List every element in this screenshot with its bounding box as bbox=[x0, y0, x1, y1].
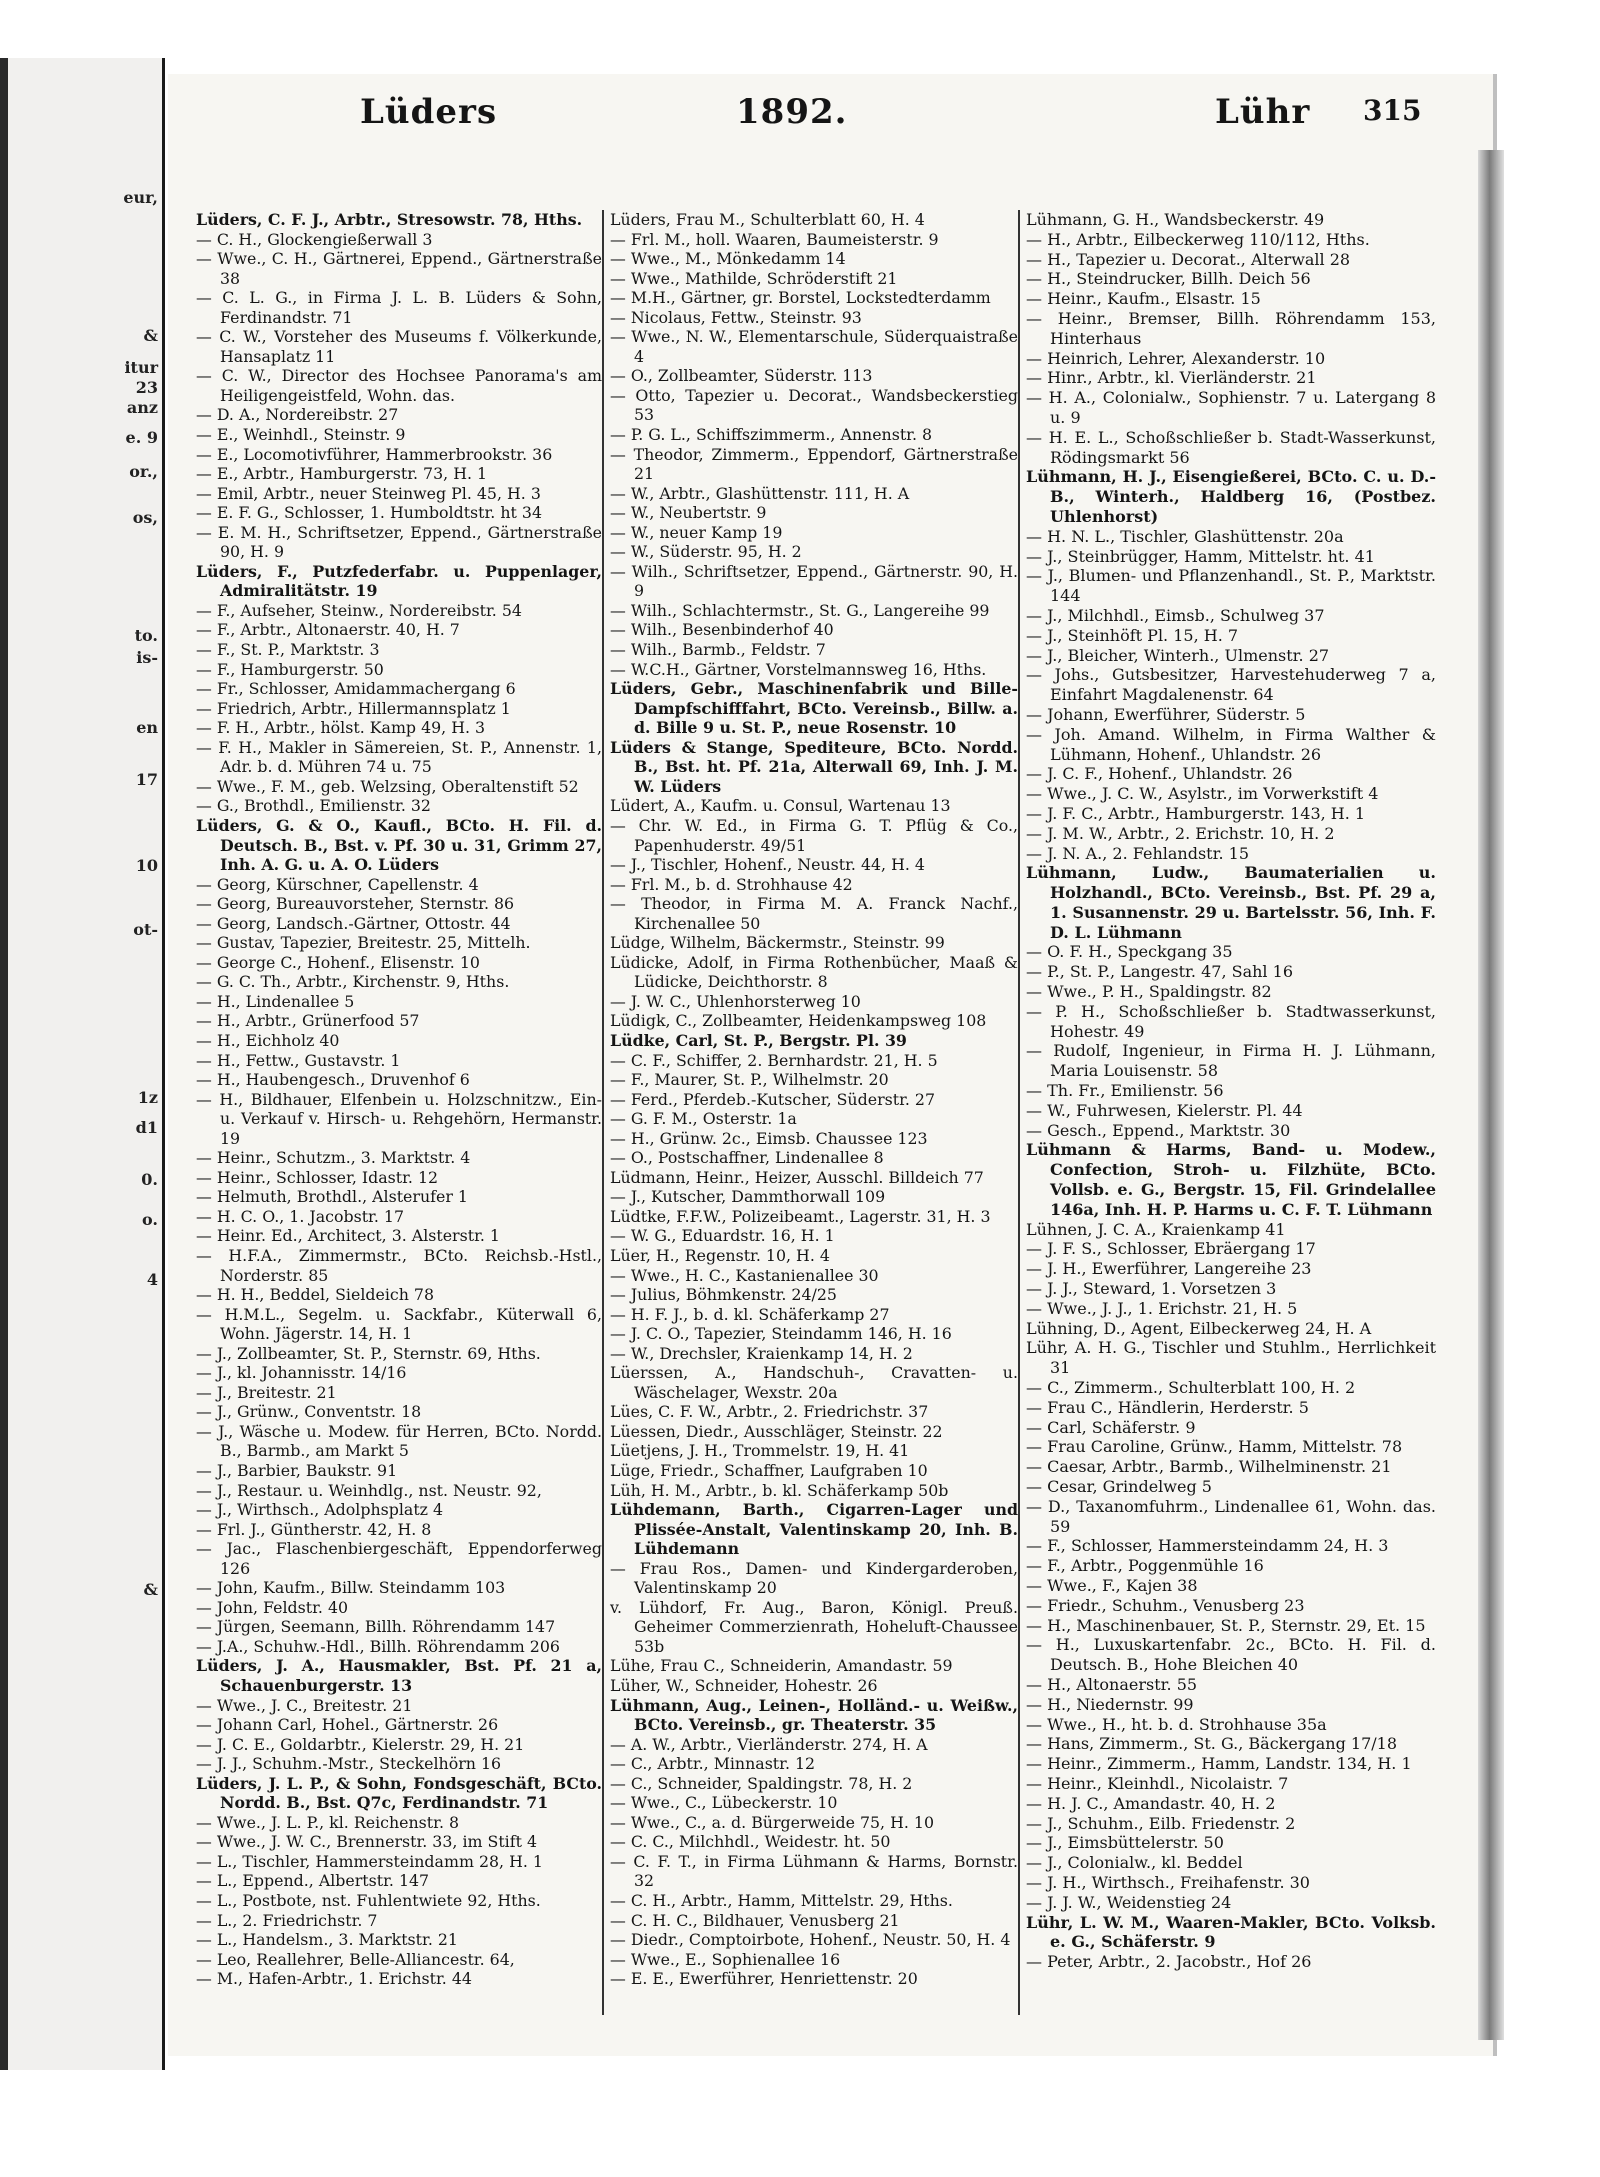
previous-page-fragment: ot- bbox=[133, 920, 158, 939]
directory-entry: — C., Schneider, Spaldingstr. 78, H. 2 bbox=[610, 1773, 913, 1793]
directory-entry: — Wwe., J. W. C., Brennerstr. 33, im Stift 4 bbox=[196, 1832, 537, 1852]
directory-entry: — J., Zollbeamter, St. P., Sternstr. 69, Hths. bbox=[196, 1343, 541, 1363]
directory-entry: — H., Steindrucker, Billh. Deich 56 bbox=[1026, 269, 1311, 289]
directory-entry: — C. L. G., in Firma J. L. B. Lüders & Sohn, Ferdinandstr. 71 bbox=[196, 288, 602, 327]
directory-entry: — Otto, Tapezier u. Decorat., Wandsbeckerstieg 53 bbox=[610, 385, 1018, 425]
directory-entry: — J. H., Wirthsch., Freihafenstr. 30 bbox=[1026, 1872, 1310, 1892]
directory-entry: — E., Weinhdl., Steinstr. 9 bbox=[196, 425, 406, 445]
directory-entry: Lüdmann, Heinr., Heizer, Ausschl. Billdeich 77 bbox=[610, 1167, 984, 1187]
directory-entry: — E. E., Ewerführer, Henriettenstr. 20 bbox=[610, 1969, 918, 1989]
directory-entry: — J. F. C., Arbtr., Hamburgerstr. 143, H. 1 bbox=[1026, 803, 1366, 823]
directory-entry: — E., Locomotivführer, Hammerbrookstr. 36 bbox=[196, 444, 553, 464]
directory-entry: — Theodor, Zimmerm., Eppendorf, Gärtnerstraße 21 bbox=[610, 444, 1018, 484]
directory-entry: — Wwe., C., Lübeckerstr. 10 bbox=[610, 1793, 838, 1813]
directory-entry: — J. J., Schuhm.-Mstr., Steckelhörn 16 bbox=[196, 1754, 502, 1774]
directory-entry: — H., Grünw. 2c., Eimsb. Chaussee 123 bbox=[610, 1128, 928, 1148]
directory-entry: — G., Brothdl., Emilienstr. 32 bbox=[196, 796, 431, 816]
directory-entry: — Frau Caroline, Grünw., Hamm, Mittelstr. 78 bbox=[1026, 1437, 1403, 1457]
directory-entry: — H. N. L., Tischler, Glashüttenstr. 20a bbox=[1026, 526, 1344, 546]
directory-entry: Lühr, A. H. G., Tischler und Stuhlm., Herrlichkeit 31 bbox=[1026, 1338, 1436, 1378]
binding-shadow bbox=[0, 58, 8, 2070]
directory-entry: — Johann, Ewerführer, Süderstr. 5 bbox=[1026, 704, 1306, 724]
directory-entry: Lühning, D., Agent, Eilbeckerweg 24, H. A bbox=[1026, 1318, 1372, 1338]
directory-entry: — F., Hamburgerstr. 50 bbox=[196, 659, 384, 679]
directory-entry: Lüher, W., Schneider, Hohestr. 26 bbox=[610, 1676, 878, 1696]
directory-entry: — Caesar, Arbtr., Barmb., Wilhelminenstr. 21 bbox=[1026, 1457, 1392, 1477]
directory-entry: Lüdke, Carl, St. P., Bergstr. Pl. 39 bbox=[610, 1030, 907, 1050]
directory-entry: Lüders, Gebr., Maschinenfabrik und Bille-Dampfschifffahrt, BCto. Vereinsb., Billw. a. d. Bille 9 u. St. P., neue Rosenstr. 10 bbox=[610, 679, 1018, 738]
previous-page-fragment: 10 bbox=[135, 856, 158, 875]
directory-entry: — J. N. A., 2. Fehlandstr. 15 bbox=[1026, 843, 1250, 863]
directory-entry: — J., Breitestr. 21 bbox=[196, 1382, 337, 1402]
column-divider bbox=[1018, 210, 1020, 2015]
previous-page-fragment: & bbox=[143, 1580, 158, 1599]
directory-entry: — G. C. Th., Arbtr., Kirchenstr. 9, Hths. bbox=[196, 972, 510, 992]
directory-entry: Lüders, G. & O., Kaufl., BCto. H. Fil. d. Deutsch. B., Bst. v. Pf. 30 u. 31, Grimm 27, Inh. A. G. u. A. O. Lüders bbox=[196, 815, 602, 875]
directory-entry: Lüer, H., Regenstr. 10, H. 4 bbox=[610, 1245, 830, 1265]
previous-page-fragment: 1z bbox=[137, 1088, 158, 1107]
page-stack-edge bbox=[1478, 150, 1504, 2040]
directory-entry: — C. W., Director des Hochsee Panorama's am Heiligengeistfeld, Wohn. das. bbox=[196, 366, 602, 405]
previous-page-fragment: to. bbox=[134, 626, 158, 645]
previous-page-fragment: d1 bbox=[135, 1118, 158, 1137]
directory-entry: — Emil, Arbtr., neuer Steinweg Pl. 45, H. 3 bbox=[196, 483, 541, 503]
directory-entry: — J. M. W., Arbtr., 2. Erichstr. 10, H. 2 bbox=[1026, 823, 1335, 843]
directory-entry: — J., Eimsbüttelerstr. 50 bbox=[1026, 1833, 1224, 1853]
directory-entry: Lühmann, Aug., Leinen-, Holländ.- u. Weißw., BCto. Vereinsb., gr. Theaterstr. 35 bbox=[610, 1695, 1018, 1735]
directory-entry: — Wilh., Barmb., Feldstr. 7 bbox=[610, 640, 826, 660]
directory-entry: — Wwe., P. H., Spaldingstr. 82 bbox=[1026, 982, 1272, 1002]
directory-entry: — Wilh., Schriftsetzer, Eppend., Gärtnerstr. 90, H. 9 bbox=[610, 561, 1018, 601]
directory-entry: Lüders, J. A., Hausmakler, Bst. Pf. 21 a, Schauenburgerstr. 13 bbox=[196, 1656, 602, 1696]
previous-page-fragment: os, bbox=[132, 508, 158, 527]
directory-entry: — J., Restaur. u. Weinhdlg., nst. Neustr. 92, bbox=[196, 1480, 542, 1500]
directory-entry: — Jürgen, Seemann, Billh. Röhrendamm 147 bbox=[196, 1617, 556, 1637]
directory-entry: — J. H., Ewerführer, Langereihe 23 bbox=[1026, 1259, 1312, 1279]
directory-entry: — Heinr., Kaufm., Elsastr. 15 bbox=[1026, 289, 1261, 309]
directory-entry: — J. F. S., Schlosser, Ebräergang 17 bbox=[1026, 1239, 1316, 1259]
directory-entry: — H.M.L., Segelm. u. Sackfabr., Küterwall 6, Wohn. Jägerstr. 14, H. 1 bbox=[196, 1304, 602, 1344]
directory-entry: — Georg, Landsch.-Gärtner, Ottostr. 44 bbox=[196, 913, 511, 933]
directory-entry: — Jac., Flaschenbiergeschäft, Eppendorferweg 126 bbox=[196, 1539, 602, 1578]
directory-entry: Lüdtke, F.F.W., Polizeibeamt., Lagerstr. 31, H. 3 bbox=[610, 1206, 991, 1226]
directory-entry: Lüders & Stange, Spediteure, BCto. Nordd. B., Bst. ht. Pf. 21a, Alterwall 69, Inh. J. M. W. Lüders bbox=[610, 737, 1018, 796]
directory-entry: Lüdigk, C., Zollbeamter, Heidenkampsweg 108 bbox=[610, 1011, 987, 1031]
directory-entry: — Johann Carl, Hohel., Gärtnerstr. 26 bbox=[196, 1715, 499, 1735]
directory-entry: — Frl. M., b. d. Strohhause 42 bbox=[610, 874, 853, 894]
directory-entry: — A. W., Arbtr., Vierländerstr. 274, H. A bbox=[610, 1734, 928, 1754]
directory-entry: v. Lühdorf, Fr. Aug., Baron, Königl. Preuß. Geheimer Commerzienrath, Hoheluft-Chaussee 53b bbox=[610, 1597, 1018, 1656]
directory-entry: Lüders, C. F. J., Arbtr., Stresowstr. 78, Hths. bbox=[196, 210, 583, 229]
directory-entry: — P. G. L., Schiffszimmerm., Annenstr. 8 bbox=[610, 425, 933, 445]
directory-entry: — H., Haubengesch., Druvenhof 6 bbox=[196, 1070, 470, 1090]
previous-page-fragment: eur, bbox=[123, 188, 158, 207]
directory-entry: — Johs., Gutsbesitzer, Harvestehuderweg 7 a, Einfahrt Magdalenenstr. 64 bbox=[1026, 665, 1436, 705]
previous-page-fragment: en bbox=[136, 718, 158, 737]
directory-column-3 bbox=[1026, 210, 1436, 1972]
directory-entry: — J. J., Steward, 1. Vorsetzen 3 bbox=[1026, 1279, 1277, 1299]
directory-entry: — W. G., Eduardstr. 16, H. 1 bbox=[610, 1226, 835, 1246]
page-number: 315 bbox=[1363, 94, 1422, 127]
directory-entry: — Peter, Arbtr., 2. Jacobstr., Hof 26 bbox=[1026, 1952, 1312, 1972]
directory-entry: — O., Zollbeamter, Süderstr. 113 bbox=[610, 366, 873, 386]
directory-entry: — J., Schuhm., Eilb. Friedenstr. 2 bbox=[1026, 1813, 1296, 1833]
directory-entry: — W., Neubertstr. 9 bbox=[610, 503, 767, 523]
directory-entry: — John, Feldstr. 40 bbox=[196, 1597, 349, 1617]
directory-entry: — F. H., Makler in Sämereien, St. P., Annenstr. 1, Adr. b. d. Mühren 74 u. 75 bbox=[196, 737, 602, 777]
directory-entry: — Helmuth, Brothdl., Alsterufer 1 bbox=[196, 1187, 468, 1207]
directory-entry: — J. C. O., Tapezier, Steindamm 146, H. 16 bbox=[610, 1324, 952, 1344]
directory-entry: — C. C., Milchhdl., Weidestr. ht. 50 bbox=[610, 1832, 891, 1852]
directory-entry: — Wwe., H. C., Kastanienallee 30 bbox=[610, 1265, 879, 1285]
directory-entry: Lüdert, A., Kaufm. u. Consul, Wartenau 13 bbox=[610, 796, 951, 816]
directory-entry: — F., Maurer, St. P., Wilhelmstr. 20 bbox=[610, 1070, 889, 1090]
directory-entry: Lühr, L. W. M., Waaren-Makler, BCto. Volksb. e. G., Schäferstr. 9 bbox=[1026, 1912, 1436, 1952]
directory-entry: Lües, C. F. W., Arbtr., 2. Friedrichstr. 37 bbox=[610, 1402, 929, 1422]
directory-entry: — Georg, Kürschner, Capellenstr. 4 bbox=[196, 874, 479, 894]
directory-entry: — C. H., Arbtr., Hamm, Mittelstr. 29, Hths. bbox=[610, 1891, 953, 1911]
directory-entry: Lüessen, Diedr., Ausschläger, Steinstr. 22 bbox=[610, 1421, 943, 1441]
directory-entry: — H., Luxuskartenfabr. 2c., BCto. H. Fil. d. Deutsch. B., Hohe Bleichen 40 bbox=[1026, 1635, 1436, 1675]
directory-entry: — Heinr. Ed., Architect, 3. Alsterstr. 1 bbox=[196, 1226, 500, 1246]
directory-entry: — Gesch., Eppend., Marktstr. 30 bbox=[1026, 1120, 1291, 1140]
directory-entry: — Cesar, Grindelweg 5 bbox=[1026, 1477, 1212, 1496]
directory-entry: — H. F. J., b. d. kl. Schäferkamp 27 bbox=[610, 1304, 890, 1324]
directory-column-2 bbox=[610, 210, 1018, 1989]
directory-entry: Lühdemann, Barth., Cigarren-Lager und Plissée-Anstalt, Valentinskamp 20, Inh. B. Lühdemann bbox=[610, 1500, 1018, 1559]
directory-entry: — Hinr., Arbtr., kl. Vierländerstr. 21 bbox=[1026, 368, 1317, 388]
directory-entry: — E., Arbtr., Hamburgerstr. 73, H. 1 bbox=[196, 464, 488, 484]
directory-entry: — L., Tischler, Hammersteindamm 28, H. 1 bbox=[196, 1851, 543, 1871]
directory-entry: — Wwe., J. J., 1. Erichstr. 21, H. 5 bbox=[1026, 1298, 1298, 1318]
directory-entry: — Heinr., Bremser, Billh. Röhrendamm 153, Hinterhaus bbox=[1026, 308, 1436, 348]
directory-entry: — John, Kaufm., Billw. Steindamm 103 bbox=[196, 1578, 506, 1598]
directory-entry: — F., Arbtr., Poggenmühle 16 bbox=[1026, 1556, 1264, 1576]
directory-entry: — D., Taxanomfuhrm., Lindenallee 61, Wohn. das. 59 bbox=[1026, 1496, 1436, 1536]
directory-entry: — J., Grünw., Conventstr. 18 bbox=[196, 1402, 422, 1422]
previous-page-fragment: 17 bbox=[135, 770, 158, 789]
directory-entry: — Frl. J., Güntherstr. 42, H. 8 bbox=[196, 1519, 432, 1539]
directory-entry: — J., Bleicher, Winterh., Ulmenstr. 27 bbox=[1026, 645, 1330, 665]
directory-entry: — Diedr., Comptoirbote, Hohenf., Neustr. 50, H. 4 bbox=[610, 1930, 1011, 1950]
directory-entry: — Julius, Böhmkenstr. 24/25 bbox=[610, 1285, 837, 1305]
directory-entry: — H., Altonaerstr. 55 bbox=[1026, 1674, 1198, 1694]
directory-entry: — Wilh., Besenbinderhof 40 bbox=[610, 620, 834, 640]
previous-page-fragment: is- bbox=[136, 648, 158, 667]
directory-entry: — Carl, Schäferstr. 9 bbox=[1026, 1417, 1196, 1437]
directory-entry: — Heinr., Zimmerm., Hamm, Landstr. 134, H. 1 bbox=[1026, 1754, 1412, 1774]
running-head-year: 1892. bbox=[736, 92, 848, 132]
directory-entry: — Georg, Bureauvorsteher, Sternstr. 86 bbox=[196, 894, 515, 914]
directory-entry: — J., Kutscher, Dammthorwall 109 bbox=[610, 1187, 886, 1207]
previous-page-fragment: 4 bbox=[146, 1270, 158, 1289]
directory-entry: — Leo, Reallehrer, Belle-Alliancestr. 64, bbox=[196, 1949, 515, 1969]
column-divider bbox=[602, 210, 604, 2015]
previous-page-fragment: or., bbox=[129, 462, 158, 481]
directory-entry: — D. A., Nordereibstr. 27 bbox=[196, 405, 399, 425]
directory-entry: — Friedrich, Arbtr., Hillermannsplatz 1 bbox=[196, 698, 511, 718]
directory-entry: — Ferd., Pferdeb.-Kutscher, Süderstr. 27 bbox=[610, 1089, 936, 1109]
directory-entry: Lühmann, H. J., Eisengießerei, BCto. C. u. D.-B., Winterh., Haldberg 16, (Postbez. Uhlenhorst) bbox=[1026, 467, 1436, 526]
directory-entry: Lühnen, J. C. A., Kraienkamp 41 bbox=[1026, 1219, 1286, 1239]
directory-entry: — F., Arbtr., Altonaerstr. 40, H. 7 bbox=[196, 620, 460, 640]
directory-entry: — L., 2. Friedrichstr. 7 bbox=[196, 1910, 378, 1930]
directory-entry: — W., Arbtr., Glashüttenstr. 111, H. A bbox=[610, 483, 910, 503]
directory-entry: — J., Wirthsch., Adolphsplatz 4 bbox=[196, 1500, 444, 1520]
directory-entry: Lüders, J. L. P., & Sohn, Fondsgeschäft, BCto. Nordd. B., Bst. Q7c, Ferdinandstr. 71 bbox=[196, 1773, 602, 1813]
directory-entry: — H. J. C., Amandastr. 40, H. 2 bbox=[1026, 1793, 1276, 1813]
directory-entry: — J. W. C., Uhlenhorsterweg 10 bbox=[610, 991, 861, 1011]
directory-entry: Lüh, H. M., Arbtr., b. kl. Schäferkamp 50b bbox=[610, 1480, 949, 1500]
directory-entry: — H., Arbtr., Eilbeckerweg 110/112, Hths. bbox=[1026, 229, 1370, 249]
directory-entry: — Wwe., F. M., geb. Welzsing, Oberaltenstift 52 bbox=[196, 776, 579, 796]
directory-entry: — Joh. Amand. Wilhelm, in Firma Walther & Lühmann, Hohenf., Uhlandstr. 26 bbox=[1026, 724, 1436, 764]
directory-entry: — Wwe., Mathilde, Schröderstift 21 bbox=[610, 268, 898, 288]
directory-entry: — C. H., Glockengießerwall 3 bbox=[196, 229, 433, 249]
directory-entry: — L., Postbote, nst. Fuhlentwiete 92, Hths. bbox=[196, 1891, 541, 1911]
directory-entry: — H. C. O., 1. Jacobstr. 17 bbox=[196, 1206, 405, 1226]
directory-entry: — Wwe., N. W., Elementarschule, Süderquaistraße 4 bbox=[610, 327, 1018, 366]
previous-page-fragment: 23 bbox=[135, 378, 158, 397]
previous-page-fragment: o. bbox=[142, 1210, 158, 1229]
directory-entry: — Wwe., M., Mönkedamm 14 bbox=[610, 249, 846, 269]
directory-entry: — F., Schlosser, Hammersteindamm 24, H. 3 bbox=[1026, 1536, 1389, 1556]
directory-entry: — Frau C., Händlerin, Herderstr. 5 bbox=[1026, 1397, 1309, 1417]
directory-entry: — C., Zimmerm., Schulterblatt 100, H. 2 bbox=[1026, 1378, 1356, 1398]
directory-entry: — W., neuer Kamp 19 bbox=[610, 522, 783, 542]
directory-entry: — Nicolaus, Fettw., Steinstr. 93 bbox=[610, 307, 862, 327]
directory-entry: — E. F. G., Schlosser, 1. Humboldtstr. ht 34 bbox=[196, 503, 542, 523]
directory-entry: — J., Steinbrügger, Hamm, Mittelstr. ht. 41 bbox=[1026, 546, 1375, 566]
directory-entry: Lühmann & Harms, Band- u. Modew., Confection, Stroh- u. Filzhüte, BCto. Vollsb. e. G., Bergstr. 15, Fil. Grindelallee 146a, Inh. H. P. Harms u. C. F. T. Lühmann bbox=[1026, 1140, 1436, 1219]
directory-entry: — J., kl. Johannisstr. 14/16 bbox=[196, 1363, 407, 1383]
directory-entry: Lüders, F., Putzfederfabr. u. Puppenlager, Admiralitätstr. 19 bbox=[196, 561, 602, 601]
directory-entry: — J. C. F., Hohenf., Uhlandstr. 26 bbox=[1026, 764, 1293, 784]
directory-entry: — F., Aufseher, Steinw., Nordereibstr. 54 bbox=[196, 600, 522, 620]
directory-entry: — L., Eppend., Albertstr. 147 bbox=[196, 1871, 430, 1891]
directory-entry: — C. F. T., in Firma Lühmann & Harms, Bornstr. 32 bbox=[610, 1851, 1018, 1891]
directory-entry: Lüdicke, Adolf, in Firma Rothenbücher, Maaß & Lüdicke, Deichthorstr. 8 bbox=[610, 952, 1018, 992]
directory-entry: — J., Blumen- und Pflanzenhandl., St. P., Marktstr. 144 bbox=[1026, 566, 1436, 606]
directory-entry: — Wwe., H., ht. b. d. Strohhause 35a bbox=[1026, 1714, 1327, 1734]
directory-entry: — H., Fettw., Gustavstr. 1 bbox=[196, 1050, 401, 1070]
directory-entry: — Fr., Schlosser, Amidammachergang 6 bbox=[196, 679, 516, 699]
directory-entry: — L., Handelsm., 3. Marktstr. 21 bbox=[196, 1930, 458, 1950]
previous-page-fragment: itur bbox=[124, 358, 158, 377]
directory-entry: — F. H., Arbtr., hölst. Kamp 49, H. 3 bbox=[196, 718, 486, 738]
directory-entry: — J. C. E., Goldarbtr., Kielerstr. 29, H. 21 bbox=[196, 1734, 525, 1754]
directory-entry: — H., Eichholz 40 bbox=[196, 1030, 340, 1050]
directory-column-1 bbox=[196, 210, 602, 1989]
directory-entry: — H., Tapezier u. Decorat., Alterwall 28 bbox=[1026, 249, 1351, 269]
directory-entry: — C. F., Schiffer, 2. Bernhardstr. 21, H. 5 bbox=[610, 1050, 938, 1070]
directory-entry: — Wwe., J. L. P., kl. Reichenstr. 8 bbox=[196, 1812, 460, 1832]
directory-entry: — Heinr., Schutzm., 3. Marktstr. 4 bbox=[196, 1148, 471, 1168]
directory-entry: — Theodor, in Firma M. A. Franck Nachf., Kirchenallee 50 bbox=[610, 894, 1018, 933]
directory-entry: — Wwe., C. H., Gärtnerei, Eppend., Gärtnerstraße 38 bbox=[196, 249, 602, 288]
directory-entry: — C. H. C., Bildhauer, Venusberg 21 bbox=[610, 1910, 900, 1930]
previous-page-fragment: e. 9 bbox=[125, 428, 158, 447]
directory-entry: — W., Drechsler, Kraienkamp 14, H. 2 bbox=[610, 1343, 913, 1363]
directory-entry: — Wwe., J. C. W., Asylstr., im Vorwerkstift 4 bbox=[1026, 784, 1379, 804]
directory-entry: — Wwe., J. C., Breitestr. 21 bbox=[196, 1695, 413, 1715]
directory-entry: — W., Süderstr. 95, H. 2 bbox=[610, 542, 802, 562]
directory-entry: — H. E. L., Schoßschließer b. Stadt-Wasserkunst, Rödingsmarkt 56 bbox=[1026, 427, 1436, 467]
directory-entry: — J.A., Schuhw.-Hdl., Billh. Röhrendamm 206 bbox=[196, 1636, 560, 1656]
directory-entry: — Heinrich, Lehrer, Alexanderstr. 10 bbox=[1026, 348, 1326, 368]
directory-entry: Lüdge, Wilhelm, Bäckermstr., Steinstr. 99 bbox=[610, 933, 945, 953]
directory-entry: — C., Arbtr., Minnastr. 12 bbox=[610, 1754, 816, 1774]
directory-entry: — George C., Hohenf., Elisenstr. 10 bbox=[196, 952, 480, 972]
directory-entry: — Chr. W. Ed., in Firma G. T. Pflüg & Co., Papenhuderstr. 49/51 bbox=[610, 815, 1018, 855]
directory-entry: — M., Hafen-Arbtr., 1. Erichstr. 44 bbox=[196, 1969, 472, 1989]
directory-entry: Lühe, Frau C., Schneiderin, Amandastr. 59 bbox=[610, 1656, 953, 1676]
directory-entry: — Heinr., Schlosser, Idastr. 12 bbox=[196, 1167, 439, 1187]
directory-entry: — O. F. H., Speckgang 35 bbox=[1026, 942, 1233, 962]
directory-entry: — J., Steinhöft Pl. 15, H. 7 bbox=[1026, 625, 1239, 645]
directory-entry: — J., Wäsche u. Modew. für Herren, BCto. Nordd. B., Barmb., am Markt 5 bbox=[196, 1421, 602, 1461]
directory-entry: Lühmann, G. H., Wandsbeckerstr. 49 bbox=[1026, 210, 1325, 229]
previous-page-fragment: anz bbox=[126, 398, 158, 417]
directory-entry: — J., Milchhdl., Eimsb., Schulweg 37 bbox=[1026, 605, 1325, 625]
previous-page-fragment: & bbox=[143, 326, 158, 345]
directory-entry: — J., Tischler, Hohenf., Neustr. 44, H. 4 bbox=[610, 855, 925, 875]
directory-entry: — Hans, Zimmerm., St. G., Bäckergang 17/18 bbox=[1026, 1734, 1398, 1754]
directory-entry: — F., St. P., Marktstr. 3 bbox=[196, 640, 380, 660]
directory-entry: — J., Colonialw., kl. Beddel bbox=[1026, 1853, 1243, 1873]
directory-entry: — H.F.A., Zimmermstr., BCto. Reichsb.-Hstl., Norderstr. 85 bbox=[196, 1245, 602, 1285]
directory-entry: — Rudolf, Ingenieur, in Firma H. J. Lühmann, Maria Louisenstr. 58 bbox=[1026, 1041, 1436, 1081]
directory-entry: Lüerssen, A., Handschuh-, Cravatten- u. Wäschelager, Wexstr. 20a bbox=[610, 1363, 1018, 1402]
directory-entry: — W.C.H., Gärtner, Vorstelmannsweg 16, Hths. bbox=[610, 659, 987, 679]
directory-entry: — H., Bildhauer, Elfenbein u. Holzschnitzw., Ein- u. Verkauf v. Hirsch- u. Rehgehörn, Hermanstr. 19 bbox=[196, 1089, 602, 1148]
directory-entry: — Friedr., Schuhm., Venusberg 23 bbox=[1026, 1595, 1305, 1615]
directory-entry: — Wwe., E., Sophienallee 16 bbox=[610, 1949, 841, 1969]
directory-entry: — Wilh., Schlachtermstr., St. G., Langereihe 99 bbox=[610, 600, 990, 620]
directory-entry: Lüge, Friedr., Schaffner, Laufgraben 10 bbox=[610, 1461, 928, 1480]
directory-entry: — E. M. H., Schriftsetzer, Eppend., Gärtnerstraße 90, H. 9 bbox=[196, 522, 602, 562]
directory-entry: — Wwe., F., Kajen 38 bbox=[1026, 1575, 1198, 1595]
directory-entry: — Frl. M., holl. Waaren, Baumeisterstr. 9 bbox=[610, 229, 939, 249]
previous-page-edge bbox=[0, 58, 165, 2070]
directory-entry: — H., Lindenallee 5 bbox=[196, 991, 355, 1011]
directory-entry: Lüetjens, J. H., Trommelstr. 19, H. 41 bbox=[610, 1441, 910, 1461]
directory-entry: — H., Niedernstr. 99 bbox=[1026, 1694, 1194, 1714]
directory-entry: — H. H., Beddel, Sieldeich 78 bbox=[196, 1285, 435, 1305]
directory-entry: — M.H., Gärtner, gr. Borstel, Lockstedterdamm bbox=[610, 288, 991, 308]
directory-entry: — Heinr., Kleinhdl., Nicolaistr. 7 bbox=[1026, 1773, 1289, 1793]
directory-entry: — Th. Fr., Emilienstr. 56 bbox=[1026, 1081, 1224, 1101]
directory-entry: — W., Fuhrwesen, Kielerstr. Pl. 44 bbox=[1026, 1100, 1303, 1120]
previous-page-fragment: 0. bbox=[141, 1170, 158, 1189]
directory-entry: — G. F. M., Osterstr. 1a bbox=[610, 1109, 797, 1129]
directory-entry: — H., Arbtr., Grünerfood 57 bbox=[196, 1011, 420, 1031]
directory-entry: — J. J. W., Weidenstieg 24 bbox=[1026, 1892, 1232, 1912]
directory-entry: — P., St. P., Langestr. 47, Sahl 16 bbox=[1026, 962, 1293, 982]
running-head-right: Lühr bbox=[1215, 92, 1311, 132]
directory-entry: — H. A., Colonialw., Sophienstr. 7 u. Latergang 8 u. 9 bbox=[1026, 388, 1436, 427]
directory-entry: — O., Postschaffner, Lindenallee 8 bbox=[610, 1148, 884, 1168]
directory-entry: — H., Maschinenbauer, St. P., Sternstr. 29, Et. 15 bbox=[1026, 1615, 1426, 1635]
directory-entry: — J., Barbier, Baukstr. 91 bbox=[196, 1461, 398, 1480]
directory-entry: Lüders, Frau M., Schulterblatt 60, H. 4 bbox=[610, 210, 925, 229]
directory-entry: Lühmann, Ludw., Baumaterialien u. Holzhandl., BCto. Vereinsb., Bst. Pf. 29 a, 1. Susannenstr. 29 u. Bartelsstr. 56, Inh. F. D. L. Lühmann bbox=[1026, 863, 1436, 942]
directory-entry: — Wwe., C., a. d. Bürgerweide 75, H. 10 bbox=[610, 1812, 935, 1832]
running-head-left: Lüders bbox=[360, 92, 498, 132]
directory-entry: — C. W., Vorsteher des Museums f. Völkerkunde, Hansaplatz 11 bbox=[196, 327, 602, 366]
directory-entry: — Frau Ros., Damen- und Kindergarderoben, Valentinskamp 20 bbox=[610, 1558, 1018, 1598]
directory-entry: — Gustav, Tapezier, Breitestr. 25, Mittelh. bbox=[196, 933, 531, 953]
directory-entry: — P. H., Schoßschließer b. Stadtwasserkunst, Hohestr. 49 bbox=[1026, 1001, 1436, 1041]
